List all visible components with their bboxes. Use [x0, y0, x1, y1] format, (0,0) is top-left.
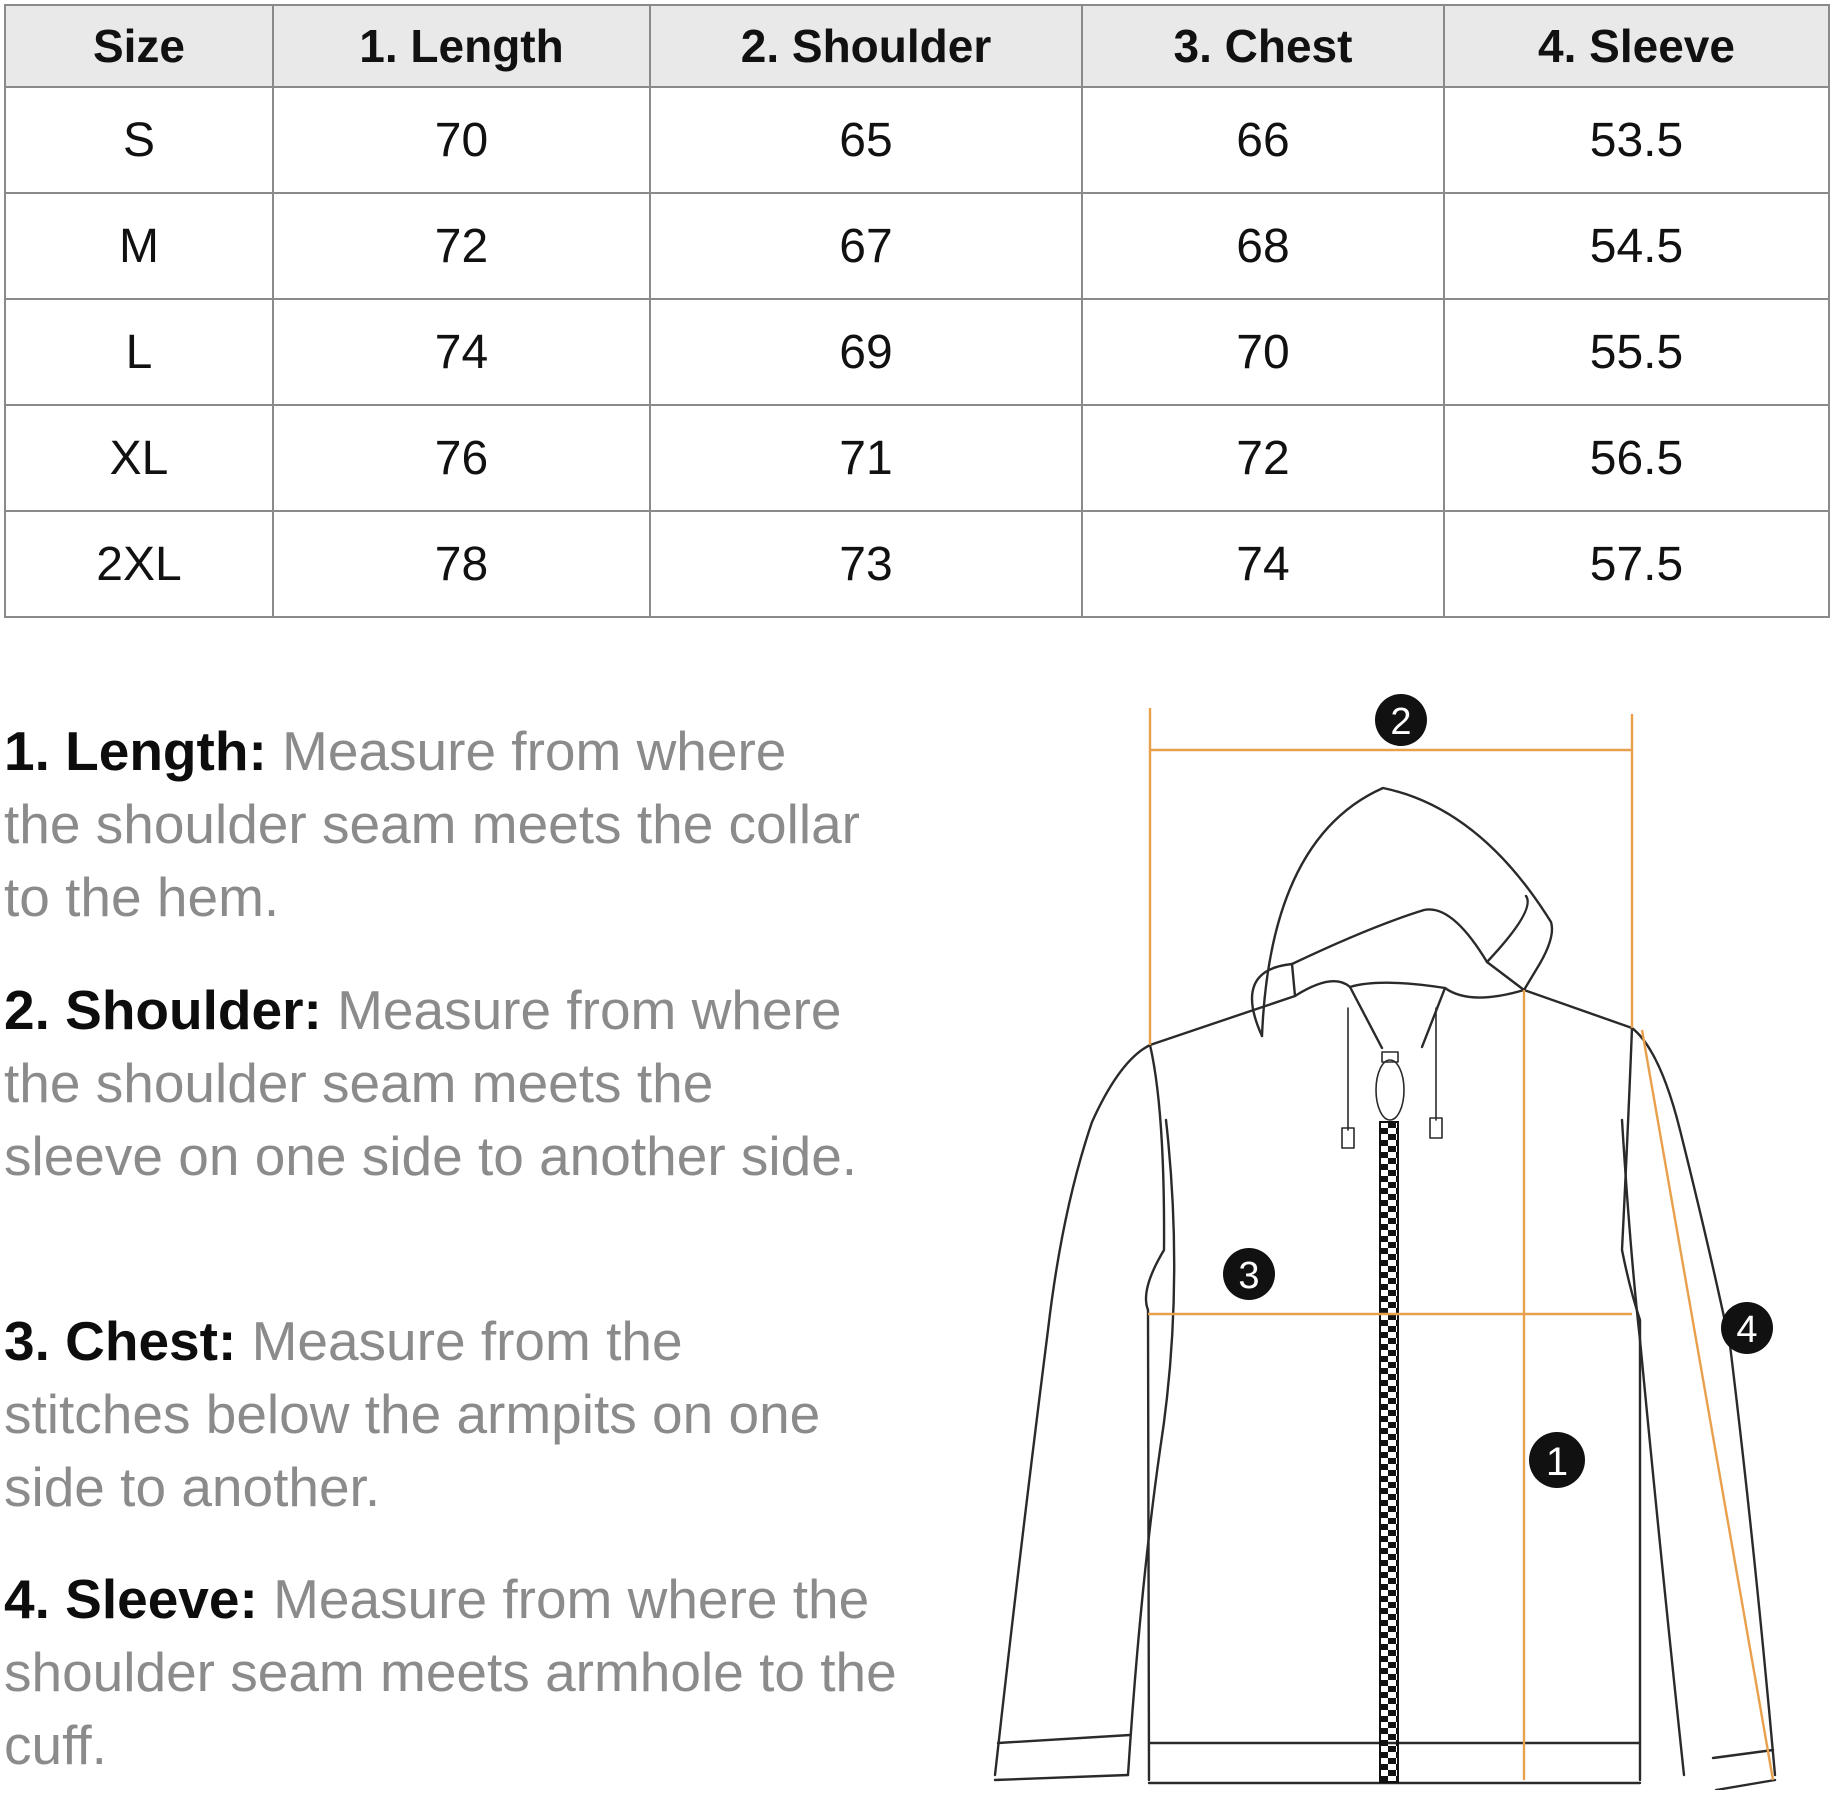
hoodie-measurement-diagram [940, 690, 1820, 1790]
cell-chest: 72 [1082, 405, 1444, 511]
sleeve-inner-left [1128, 1120, 1174, 1775]
cell-size: M [5, 193, 273, 299]
zipper-teeth [1381, 1123, 1397, 1781]
marker-2 [1375, 694, 1427, 746]
hood-outer [1262, 788, 1552, 1036]
cell-length: 76 [273, 405, 650, 511]
cell-sleeve: 57.5 [1444, 511, 1829, 617]
body-side-right [1622, 1028, 1640, 1780]
length-text: Measure from where the shoulder seam meets the collar to the hem. [4, 720, 860, 928]
chest-description [4, 1305, 884, 1524]
collar-v [1350, 983, 1445, 988]
length-description [4, 715, 864, 934]
marker-4-label: 4 [1736, 1309, 1758, 1351]
marker-1 [1529, 1432, 1585, 1488]
hood-lining-right [1422, 962, 1524, 1047]
chest-text: Measure from the stitches below the armpits on one side to another. [4, 1310, 821, 1518]
header-shoulder: 2. Shoulder [650, 5, 1082, 87]
cuff-left [995, 1735, 1130, 1780]
sleeve-measure-line [1642, 1030, 1773, 1780]
cell-chest: 68 [1082, 193, 1444, 299]
size-chart-table [4, 4, 1830, 618]
marker-1-label: 1 [1545, 1440, 1569, 1484]
zipper-pull [1376, 1060, 1404, 1120]
shoulder-left [995, 996, 1295, 1775]
marker-4 [1721, 1302, 1773, 1354]
cell-sleeve: 54.5 [1444, 193, 1829, 299]
cell-length: 70 [273, 87, 650, 193]
cell-size: 2XL [5, 511, 273, 617]
shoulder-right [1524, 990, 1775, 1775]
cell-size: S [5, 87, 273, 193]
cell-sleeve: 53.5 [1444, 87, 1829, 193]
table-header-row [5, 5, 1829, 87]
cell-chest: 74 [1082, 511, 1444, 617]
cell-size: XL [5, 405, 273, 511]
drawstring-tip-left [1342, 1128, 1354, 1148]
header-length: 1. Length [273, 5, 650, 87]
measurement-lines [1148, 708, 1773, 1780]
body-side-left [1146, 1045, 1164, 1780]
table-row [5, 87, 1829, 193]
sleeve-text: Measure from where the shoulder seam meets armhole to the cuff. [4, 1568, 897, 1776]
cell-length: 74 [273, 299, 650, 405]
sleeve-term: 4. Sleeve: [4, 1568, 258, 1630]
cell-size: L [5, 299, 273, 405]
cell-length: 78 [273, 511, 650, 617]
cell-shoulder: 69 [650, 299, 1082, 405]
table-row [5, 193, 1829, 299]
length-term: 1. Length: [4, 720, 267, 782]
drawstring-tip-right [1430, 1118, 1442, 1138]
cell-chest: 66 [1082, 87, 1444, 193]
chest-term: 3. Chest: [4, 1310, 237, 1372]
shoulder-text: Measure from where the shoulder seam meets the sleeve on one side to another side. [4, 979, 858, 1187]
cell-shoulder: 73 [650, 511, 1082, 617]
cell-length: 72 [273, 193, 650, 299]
table-row [5, 299, 1829, 405]
marker-3 [1223, 1248, 1275, 1300]
marker-2-label: 2 [1390, 701, 1412, 743]
header-size: Size [5, 5, 273, 87]
hood-lining-left [1292, 964, 1382, 1048]
header-sleeve: 4. Sleeve [1444, 5, 1829, 87]
shoulder-term: 2. Shoulder: [4, 979, 322, 1041]
sleeve-description [4, 1563, 904, 1782]
marker-3-label: 3 [1238, 1255, 1260, 1297]
shoulder-description [4, 974, 884, 1193]
table-row [5, 405, 1829, 511]
cell-sleeve: 55.5 [1444, 299, 1829, 405]
cuff-right [1713, 1750, 1775, 1790]
cell-sleeve: 56.5 [1444, 405, 1829, 511]
cell-chest: 70 [1082, 299, 1444, 405]
cell-shoulder: 65 [650, 87, 1082, 193]
header-chest: 3. Chest [1082, 5, 1444, 87]
table-row [5, 511, 1829, 617]
hood-inner [1292, 896, 1528, 964]
cell-shoulder: 71 [650, 405, 1082, 511]
cell-shoulder: 67 [650, 193, 1082, 299]
